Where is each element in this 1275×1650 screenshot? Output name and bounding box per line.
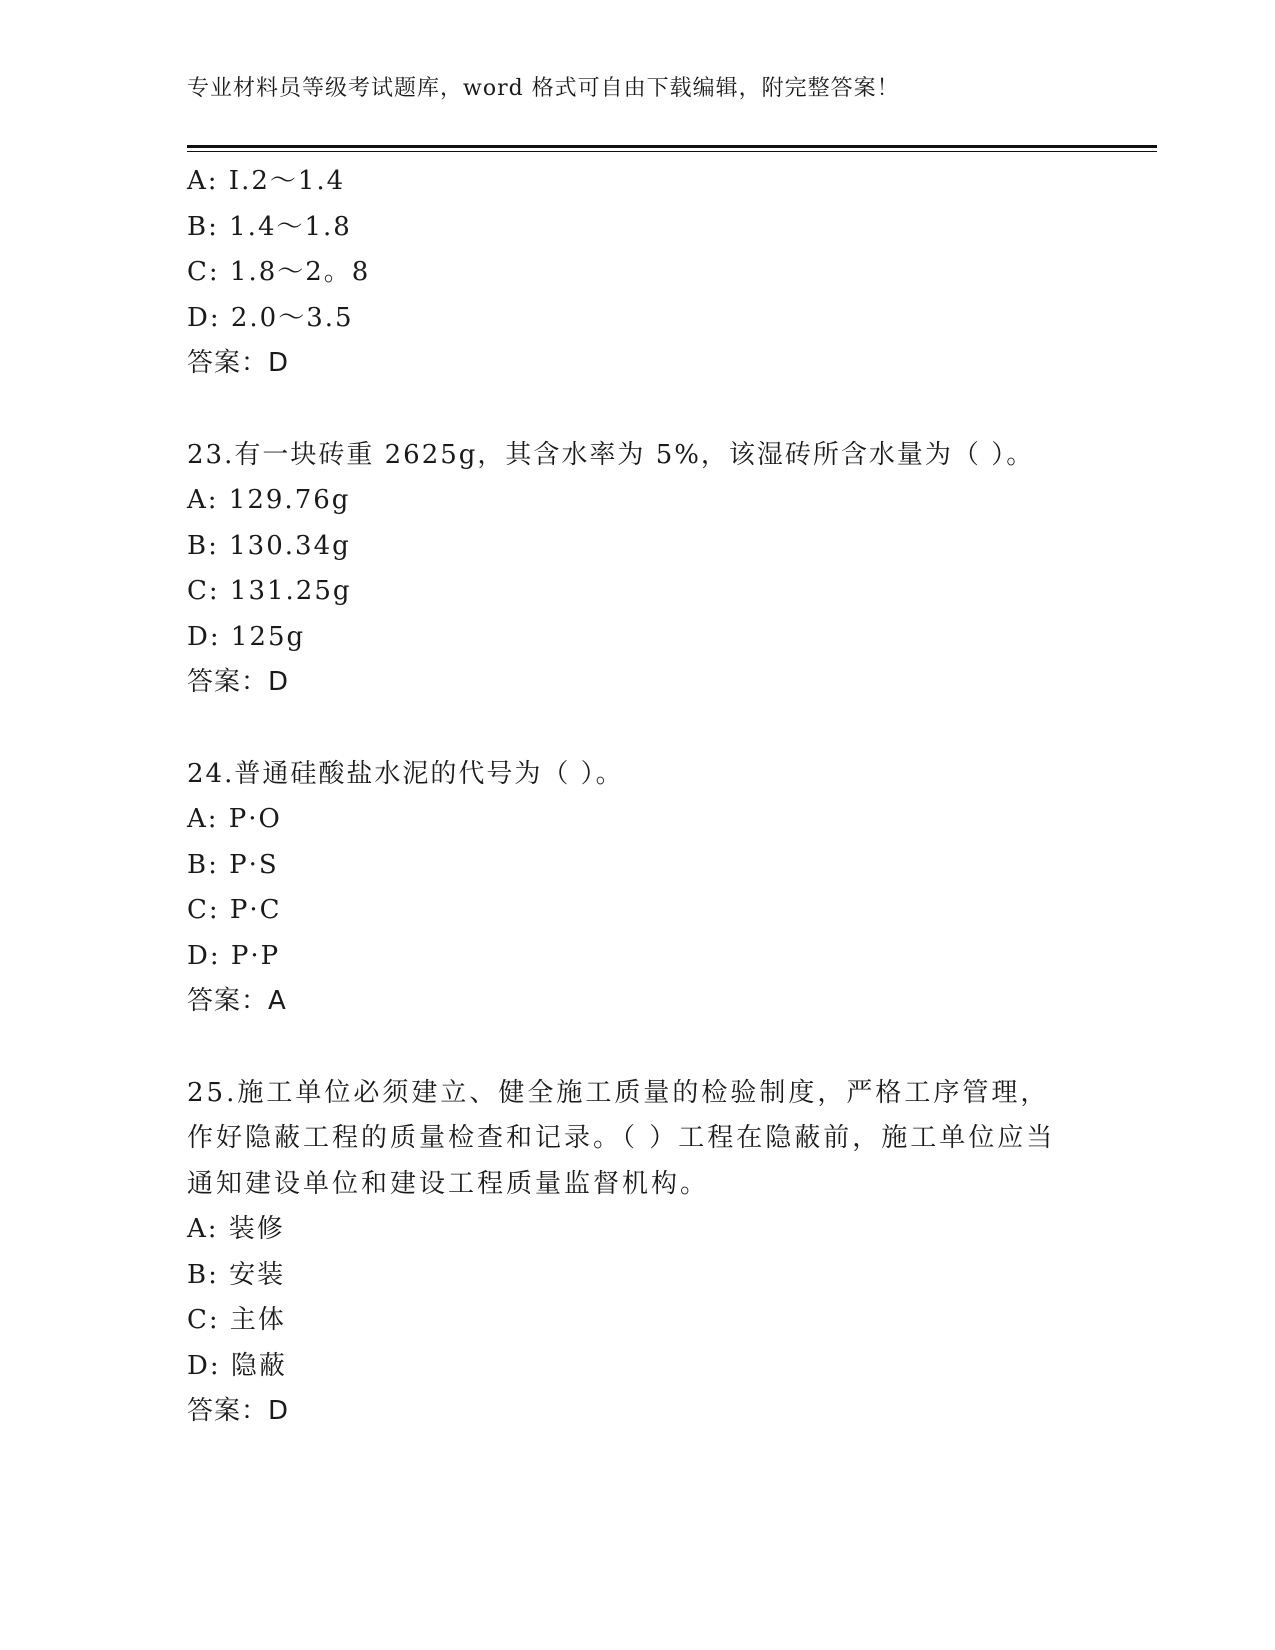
question-stem: 25.施工单位必须建立、健全施工质量的检验制度，严格工序管理，作好隐蔽工程的质量检查和记录。（ ）工程在隐蔽前，施工单位应当通知建设单位和建设工程质量监督机构。: [187, 1077, 1056, 1199]
option-c: C: P·C: [187, 895, 282, 925]
option-c: C: 1.8～2。8: [187, 257, 371, 287]
question-25: [187, 1071, 1087, 1435]
spacer: [187, 387, 1087, 433]
option-d: D: 125g: [187, 621, 306, 652]
question-22-continued: [187, 159, 1087, 387]
question-stem: 23.有一块砖重 2625g，其含水率为 5%，该湿砖所含水量为（ ）。: [187, 439, 1035, 470]
option-a: A: I.2～1.4: [187, 166, 346, 196]
answer: 答案：A: [187, 986, 287, 1016]
option-b: B: 安装: [187, 1259, 286, 1290]
answer: 答案：D: [187, 348, 290, 378]
page-header: 专业材料员等级考试题库，word 格式可自由下载编辑，附完整答案！: [187, 76, 900, 101]
question-23: [187, 433, 1087, 706]
question-24: [187, 752, 1087, 1025]
option-c: C: 131.25g: [187, 576, 352, 606]
question-list: [187, 159, 1087, 1435]
option-d: D: P·P: [187, 940, 281, 971]
question-stem: 24.普通硅酸盐水泥的代号为（ ）。: [187, 758, 624, 789]
option-a: A: P·O: [187, 804, 282, 834]
spacer: [187, 706, 1087, 752]
option-d: D: 隐蔽: [187, 1350, 287, 1381]
option-c: C: 主体: [187, 1305, 286, 1335]
header-divider: [187, 145, 1157, 151]
answer: 答案：D: [187, 667, 290, 697]
option-b: B: 130.34g: [187, 530, 351, 561]
answer: 答案：D: [187, 1396, 290, 1426]
option-d: D: 2.0～3.5: [187, 302, 354, 333]
option-b: B: 1.4～1.8: [187, 211, 352, 242]
option-a: A: 129.76g: [187, 485, 351, 515]
spacer: [187, 1025, 1087, 1071]
option-b: B: P·S: [187, 849, 279, 880]
option-a: A: 装修: [187, 1214, 285, 1244]
